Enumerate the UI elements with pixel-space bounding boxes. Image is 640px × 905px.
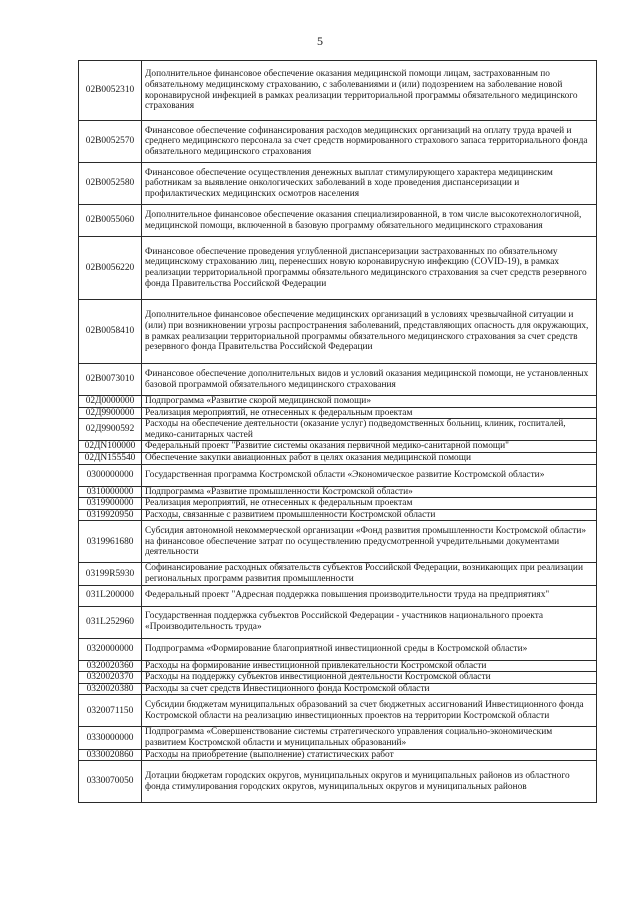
row-description: Реализация мероприятий, не отнесенных к федеральным проектам — [142, 498, 597, 510]
row-description: Расходы на обеспечение деятельности (оказание услуг) подведомственных больниц, клиник, госпиталей, медико-санитарных частей — [142, 419, 597, 441]
row-description: Подпрограмма «Развитие промышленности Костромской области» — [142, 486, 597, 498]
table-row — [79, 464, 597, 486]
table-row — [79, 121, 597, 163]
row-description: Подпрограмма «Развитие скорой медицинской помощи» — [142, 396, 597, 408]
row-description: Расходы, связанные с развитием промышленности Костромской области — [142, 509, 597, 521]
budget-codes-table — [78, 60, 597, 803]
row-description: Финансовое обеспечение софинансирования расходов медицинских организаций на оплату труда врачей и среднего медицинского персонала за счет средств нормированного страхового запаса территориального фонда обязательного медицинского страхования — [142, 121, 597, 163]
table-row — [79, 486, 597, 498]
table-row — [79, 452, 597, 464]
row-code: 0320020380 — [79, 683, 142, 695]
row-description: Обеспечение закупки авиационных работ в целях оказания медицинской помощи — [142, 452, 597, 464]
row-code: 0320000000 — [79, 638, 142, 660]
row-code: 03199R5930 — [79, 563, 142, 585]
row-description: Расходы на приобретение (выполнение) статистических работ — [142, 749, 597, 761]
row-code: 031L252960 — [79, 606, 142, 638]
row-code: 02В0052580 — [79, 163, 142, 205]
table-row — [79, 660, 597, 672]
row-code: 02ДN100000 — [79, 441, 142, 453]
row-description: Субсидия автономной некоммерческой организации «Фонд развития промышленности Костромской области» на финансовое обеспечение затрат по осуществлению предусмотренной учредительными документами деятельности — [142, 521, 597, 563]
table-row — [79, 419, 597, 441]
row-code: 0330020860 — [79, 749, 142, 761]
row-code: 02В0052570 — [79, 121, 142, 163]
table-row — [79, 563, 597, 585]
table-row — [79, 163, 597, 205]
page-number: 5 — [317, 34, 323, 48]
table-row — [79, 727, 597, 749]
row-description: Расходы на формирование инвестиционной привлекательности Костромской области — [142, 660, 597, 672]
row-description: Финансовое обеспечение дополнительных видов и условий оказания медицинской помощи, не установленных базовой программой обязательного медицинского страхования — [142, 364, 597, 396]
table-row — [79, 396, 597, 408]
row-description: Федеральный проект "Адресная поддержка повышения производительности труда на предприятиях" — [142, 585, 597, 606]
row-description: Расходы на поддержку субъектов инвестиционной деятельности Костромской области — [142, 672, 597, 684]
table-row — [79, 749, 597, 761]
table-row — [79, 672, 597, 684]
table-body — [79, 61, 597, 803]
row-description: Подпрограмма «Совершенствование системы стратегического управления социально-экономическим развитием Костромской области и муниципальных образований» — [142, 727, 597, 749]
row-code: 0300000000 — [79, 464, 142, 486]
table-row — [79, 638, 597, 660]
row-code: 02В0052310 — [79, 61, 142, 121]
table-row — [79, 205, 597, 237]
row-code: 02Д9900000 — [79, 407, 142, 419]
table-row — [79, 521, 597, 563]
row-code: 0319920950 — [79, 509, 142, 521]
table-row — [79, 364, 597, 396]
row-description: Государственная программа Костромской области «Экономическое развитие Костромской области» — [142, 464, 597, 486]
table-row — [79, 683, 597, 695]
table-row — [79, 498, 597, 510]
table-row — [79, 61, 597, 121]
row-description: Финансовое обеспечение осуществления денежных выплат стимулирующего характера медицинским работникам за выявление онкологических заболеваний в ходе проведения диспансеризации и профилактических медицинских осмотров населения — [142, 163, 597, 205]
row-code: 02Д9900592 — [79, 419, 142, 441]
row-description: Дополнительное финансовое обеспечение оказания специализированной, в том числе высокотехнологичной, медицинской помощи, включенной в базовую программу обязательного медицинского страхования — [142, 205, 597, 237]
row-description: Подпрограмма «Формирование благоприятной инвестиционной среды в Костромской области» — [142, 638, 597, 660]
row-code: 02Д0000000 — [79, 396, 142, 408]
row-code: 0310000000 — [79, 486, 142, 498]
row-description: Расходы за счет средств Инвестиционного фонда Костромской области — [142, 683, 597, 695]
row-code: 0320071150 — [79, 695, 142, 727]
row-code: 0320020370 — [79, 672, 142, 684]
row-code: 0330070050 — [79, 761, 142, 803]
table-row — [79, 237, 597, 300]
row-description: Дотации бюджетам городских округов, муниципальных округов и муниципальных районов из областного фонда стимулирования городских округов, муниципальных округов и муниципальных районов — [142, 761, 597, 803]
row-code: 0320020360 — [79, 660, 142, 672]
row-code: 02В0056220 — [79, 237, 142, 300]
row-code: 02В0073010 — [79, 364, 142, 396]
table-row — [79, 585, 597, 606]
row-description: Финансовое обеспечение проведения углубленной диспансеризации застрахованных по обязательному медицинскому страхованию лиц, перенесших новую коронавирусную инфекцию (COVID-19), в рамках реализации территориальной программы обязательного медицинского страхования за счет средств резервного фонда Правительства Российской Федерации — [142, 237, 597, 300]
table-row — [79, 606, 597, 638]
row-description: Дополнительное финансовое обеспечение оказания медицинской помощи лицам, застрахованным по обязательному медицинскому страхованию, с заболеваниями и (или) подозрением на заболевание новой коронавирусной инфекцией в рамках реализации территориальной программы обязательного медицинского страхования — [142, 61, 597, 121]
row-description: Государственная поддержка субъектов Российской Федерации - участников национального проекта «Производительность труда» — [142, 606, 597, 638]
row-description: Субсидии бюджетам муниципальных образований за счет бюджетных ассигнований Инвестиционного фонда Костромской области на реализацию инвестиционных проектов на территории Костромской области — [142, 695, 597, 727]
row-description: Федеральный проект "Развитие системы оказания первичной медико-санитарной помощи" — [142, 441, 597, 453]
row-code: 0319900000 — [79, 498, 142, 510]
row-description: Реализация мероприятий, не отнесенных к федеральным проектам — [142, 407, 597, 419]
row-code: 02В0058410 — [79, 300, 142, 364]
table-row — [79, 441, 597, 453]
row-code: 0319961680 — [79, 521, 142, 563]
row-code: 031L200000 — [79, 585, 142, 606]
table-row — [79, 407, 597, 419]
table-row — [79, 300, 597, 364]
table-row — [79, 695, 597, 727]
row-description: Софинансирование расходных обязательств субъектов Российской Федерации, возникающих при реализации региональных программ развития промышленности — [142, 563, 597, 585]
table-row — [79, 509, 597, 521]
row-code: 0330000000 — [79, 727, 142, 749]
row-code: 02В0055060 — [79, 205, 142, 237]
row-description: Дополнительное финансовое обеспечение медицинских организаций в условиях чрезвычайной ситуации и (или) при возникновении угрозы распространения заболеваний, представляющих опасность для окружающих, в рамках реализации территориальной программы обязательного медицинского страхования за счет средств резервного фонда Правительства Российской Федерации — [142, 300, 597, 364]
row-code: 02ДN155540 — [79, 452, 142, 464]
table-row — [79, 761, 597, 803]
